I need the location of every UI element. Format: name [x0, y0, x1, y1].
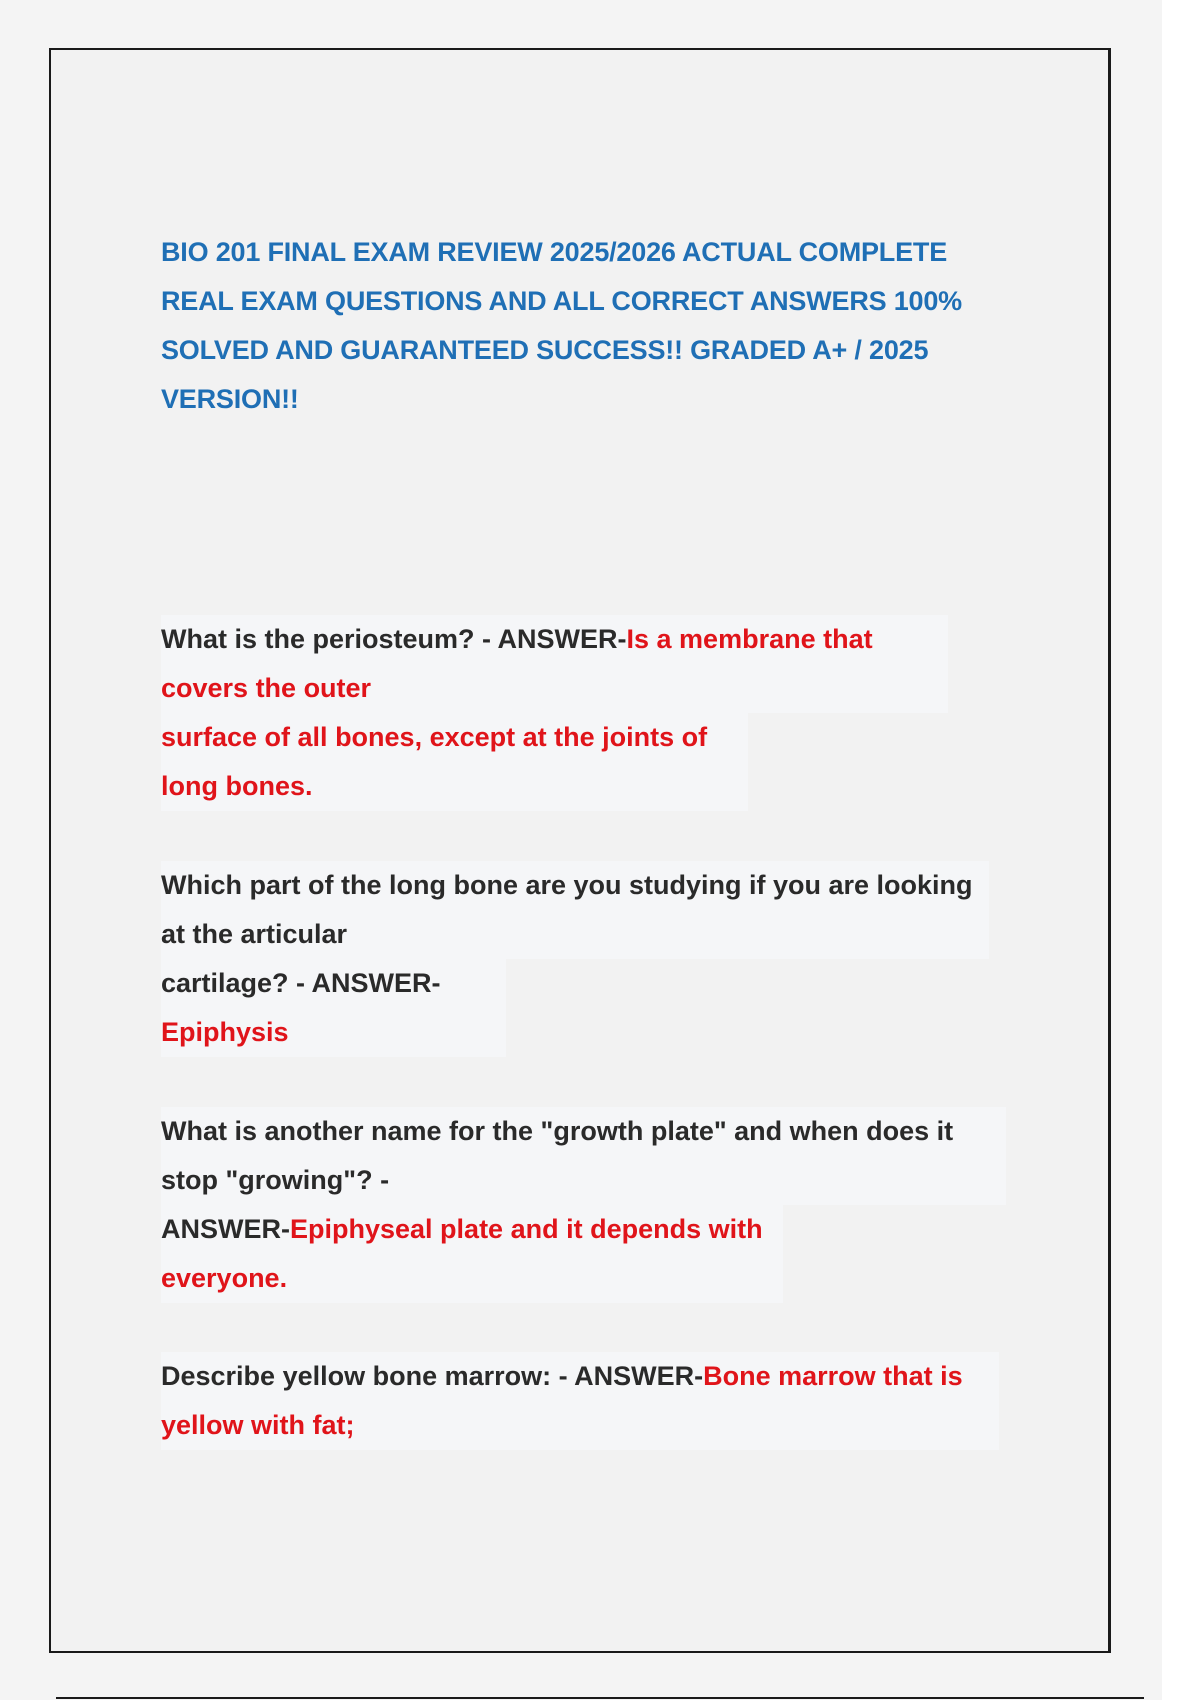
qa-item-periosteum [161, 615, 948, 811]
qa-line [161, 1205, 783, 1254]
question-text: Which part of the long bone are you studying if you are looking [161, 870, 973, 900]
qa-line [161, 1107, 1006, 1156]
qa-line [161, 615, 948, 664]
answer-text: everyone. [161, 1263, 288, 1293]
answer-text: Bone marrow that is [703, 1361, 963, 1391]
question-text: cartilage? - ANSWER- [161, 968, 441, 998]
qa-item-growth-plate [161, 1107, 1006, 1303]
title-line: REAL EXAM QUESTIONS AND ALL CORRECT ANSWERS 100% [161, 286, 962, 316]
qa-line [161, 1156, 1006, 1205]
qa-line [161, 861, 989, 910]
qa-line [161, 910, 989, 959]
title-line: VERSION!! [161, 384, 299, 414]
answer-text: Epiphysis [161, 1017, 289, 1047]
question-text: ANSWER- [161, 1214, 290, 1244]
qa-line [161, 1008, 506, 1057]
qa-line [161, 959, 506, 1008]
qa-item-articular-cartilage [161, 861, 989, 1057]
answer-text: long bones. [161, 771, 313, 801]
page-divider [56, 1697, 1144, 1699]
viewer-gutter [1162, 0, 1200, 1700]
question-text: stop "growing"? - [161, 1165, 390, 1195]
answer-text: Epiphyseal plate and it depends with [290, 1214, 763, 1244]
title-line: SOLVED AND GUARANTEED SUCCESS!! GRADED A+ / 2025 [161, 335, 929, 365]
qa-line [161, 1401, 999, 1450]
question-text: What is another name for the "growth plate" and when does it [161, 1116, 954, 1146]
answer-text: surface of all bones, except at the joints of [161, 722, 708, 752]
answer-text: yellow with fat; [161, 1410, 355, 1440]
qa-line [161, 713, 748, 762]
document-page [49, 48, 1111, 1653]
title-line: BIO 201 FINAL EXAM REVIEW 2025/2026 ACTUAL COMPLETE [161, 237, 947, 267]
qa-item-yellow-marrow [161, 1352, 999, 1450]
answer-text: Is a membrane that [626, 624, 873, 654]
qa-line [161, 762, 748, 811]
qa-line [161, 664, 948, 713]
answer-text: covers the outer [161, 673, 372, 703]
question-text: Describe yellow bone marrow: - ANSWER- [161, 1361, 704, 1391]
document-title [161, 228, 1031, 424]
qa-line [161, 1352, 999, 1401]
qa-line [161, 1254, 783, 1303]
question-text: What is the periosteum? - ANSWER- [161, 624, 627, 654]
question-text: at the articular [161, 919, 348, 949]
